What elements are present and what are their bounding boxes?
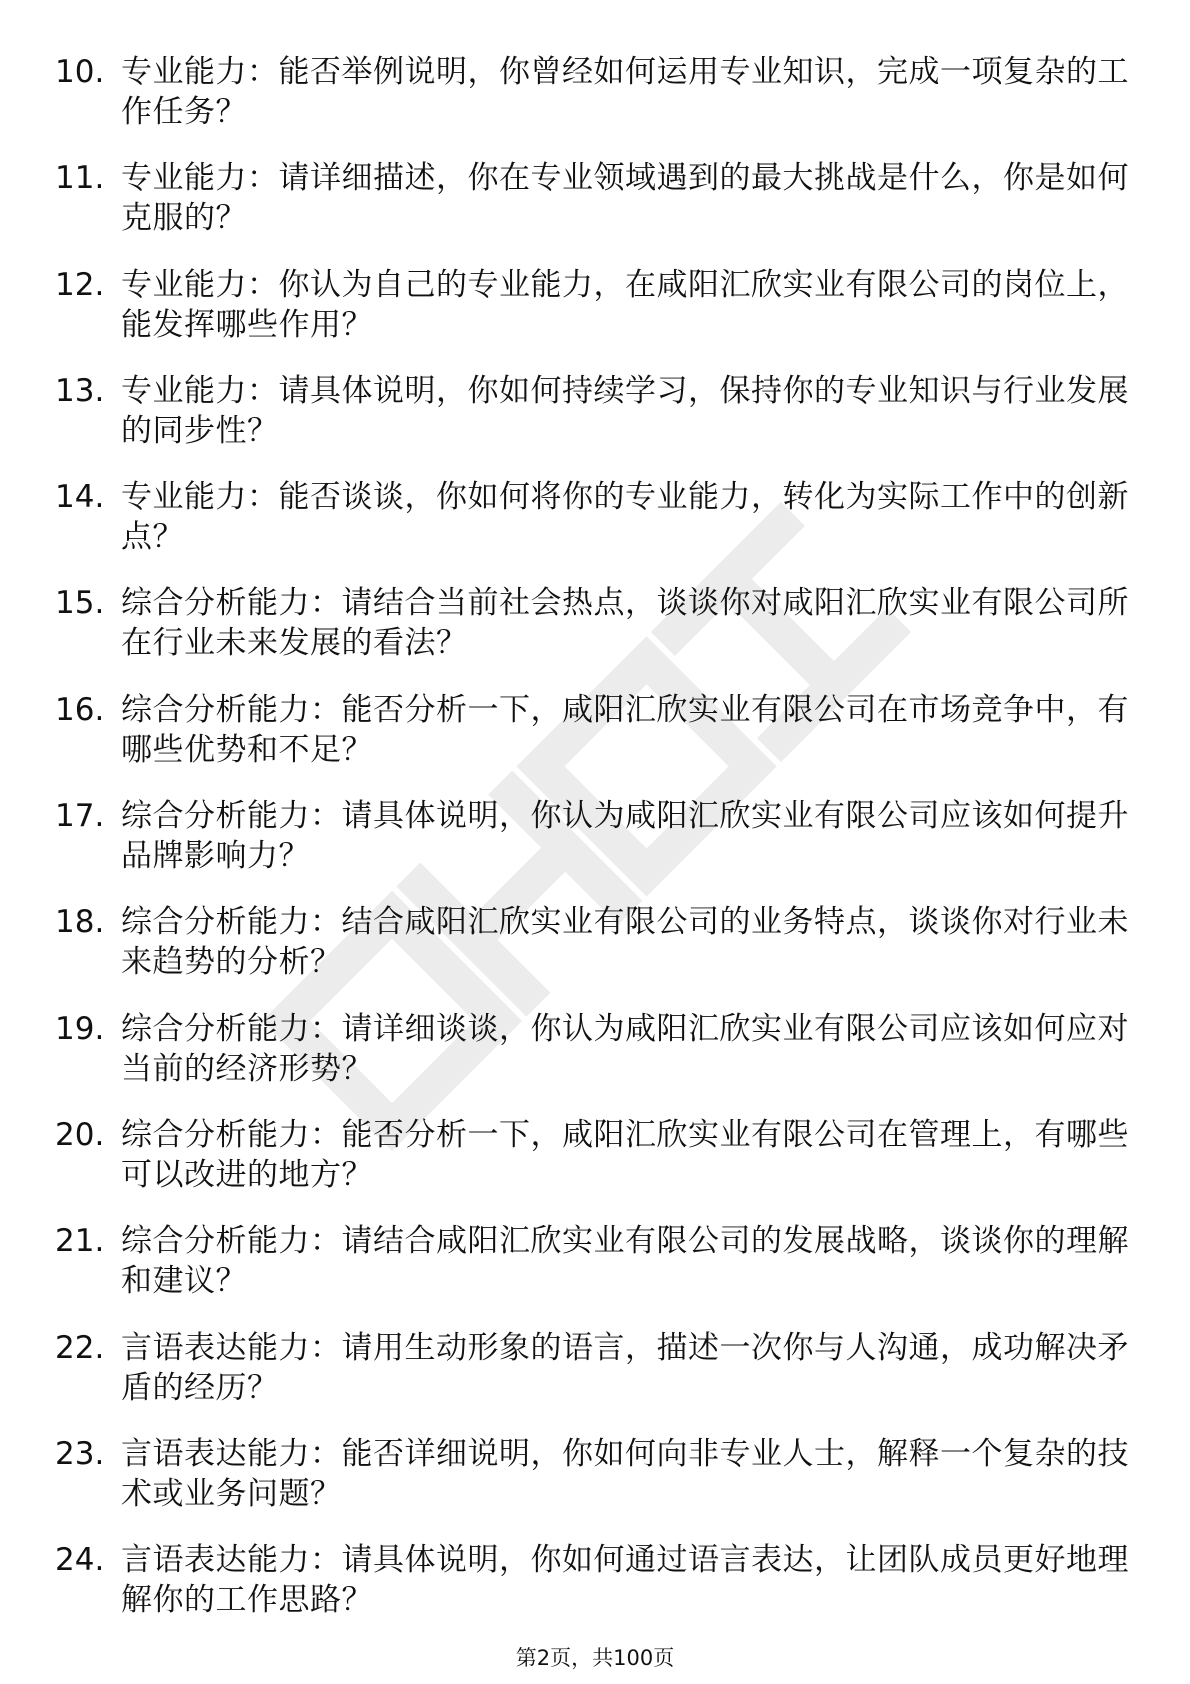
question-text: 专业能力：能否举例说明，你曾经如何运用专业知识，完成一项复杂的工作任务？ [121,54,1129,130]
question-number: 22. [55,1329,105,1366]
question-number: 15. [55,585,105,622]
question-text: 综合分析能力：能否分析一下，咸阳汇欣实业有限公司在市场竞争中，有哪些优势和不足？ [121,691,1129,768]
question-text: 言语表达能力：能否详细说明，你如何向非专业人士，解释一个复杂的技术或业务问题？ [121,1435,1129,1512]
question-list [55,52,1130,1646]
question-number: 23. [55,1435,105,1472]
question-text: 专业能力：能否谈谈，你如何将你的专业能力，转化为实际工作中的创新点？ [121,479,1129,556]
question-text: 综合分析能力：请详细谈谈，你认为咸阳汇欣实业有限公司应该如何应对当前的经济形势？ [121,1010,1129,1087]
question-number: 11. [55,160,105,197]
list-item [55,371,1130,451]
list-item [55,583,1130,663]
list-item [55,796,1130,876]
question-text: 专业能力：你认为自己的专业能力，在咸阳汇欣实业有限公司的岗位上，能发挥哪些作用？ [121,266,1129,343]
list-item [55,1115,1130,1195]
list-item [55,1009,1130,1089]
list-item [55,1434,1130,1514]
question-number: 12. [55,266,105,303]
question-text: 言语表达能力：请用生动形象的语言，描述一次你与人沟通，成功解决矛盾的经历？ [121,1329,1129,1406]
question-text: 言语表达能力：请具体说明，你如何通过语言表达，让团队成员更好地理解你的工作思路？ [121,1542,1129,1619]
question-number: 21. [55,1223,105,1260]
question-text: 综合分析能力：请结合当前社会热点，谈谈你对咸阳汇欣实业有限公司所在行业未来发展的看法？ [121,585,1129,662]
question-text: 综合分析能力：请具体说明，你认为咸阳汇欣实业有限公司应该如何提升品牌影响力？ [121,798,1129,875]
question-text: 综合分析能力：能否分析一下，咸阳汇欣实业有限公司在管理上，有哪些可以改进的地方？ [121,1116,1129,1193]
question-text: 综合分析能力：结合咸阳汇欣实业有限公司的业务特点，谈谈你对行业未来趋势的分析？ [121,904,1129,981]
question-number: 17. [55,798,105,835]
list-item [55,1328,1130,1408]
question-number: 16. [55,691,105,728]
list-item [55,52,1130,132]
list-item [55,1540,1130,1620]
question-number: 14. [55,479,105,516]
question-number: 13. [55,372,105,409]
question-number: 18. [55,904,105,941]
question-text: 专业能力：请详细描述，你在专业领域遇到的最大挑战是什么，你是如何克服的？ [121,160,1129,237]
question-number: 19. [55,1010,105,1047]
question-number: 10. [55,54,105,90]
page-footer: 第2页，共100页 [515,1646,675,1670]
question-text: 综合分析能力：请结合咸阳汇欣实业有限公司的发展战略，谈谈你的理解和建议？ [121,1223,1129,1300]
question-number: 20. [55,1116,105,1153]
list-item [55,477,1130,557]
list-item [55,902,1130,982]
list-item [55,690,1130,770]
question-number: 24. [55,1542,105,1579]
question-text: 专业能力：请具体说明，你如何持续学习，保持你的专业知识与行业发展的同步性？ [121,372,1129,449]
list-item [55,265,1130,345]
list-item [55,158,1130,238]
list-item [55,1221,1130,1301]
